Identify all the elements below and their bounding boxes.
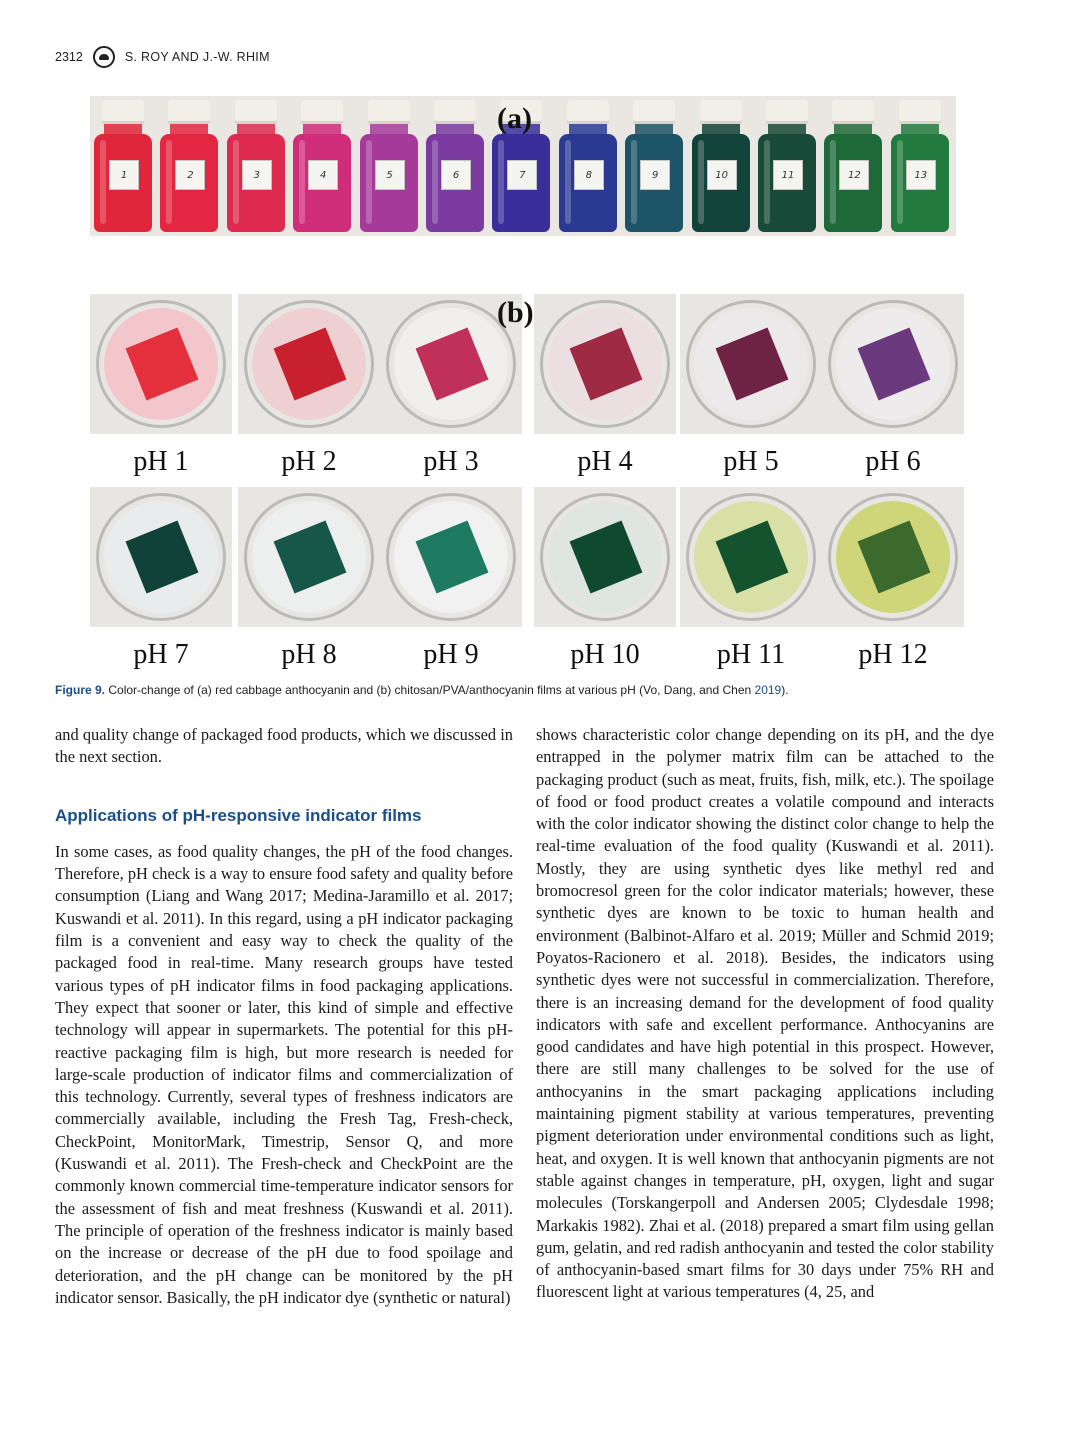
bottle-shine xyxy=(166,140,172,224)
bottle-12 xyxy=(824,100,882,232)
bottle-3 xyxy=(227,100,285,232)
petri-dish xyxy=(822,487,964,627)
bottle-label: 7 xyxy=(507,160,537,190)
bottle-cap xyxy=(235,100,277,124)
caption-text: Color-change of (a) red cabbage anthocyanin and (b) chitosan/PVA/anthocyanin films at various pH (Vo, Dang, and Chen xyxy=(108,683,755,697)
petri-dish xyxy=(534,487,676,627)
bottle-shine xyxy=(498,140,504,224)
bottle-shine xyxy=(366,140,372,224)
bottle-cap xyxy=(301,100,343,124)
right-body-paragraph: shows characteristic color change depending on its pH, and the dye entrapped in the polymer matrix film can be attached to the packaging product (such as meat, fruits, fish, milk, etc.). The spoilage of food or food product creates a volatile compound and interacts with the color indicator showing the distinct color change to help the real-time evaluation of the food quality (Kuswandi et al. 2011). Mostly, they are using synthetic dyes like methyl red and bromocresol green for the color indicator materials; however, these synthetic dyes are known to be toxic to human health and environment (Balbinot-Alfaro et al. 2019; Müller and Schmid 2019; Poyatos-Racionero et al. 2018). Besides, the indicators using synthetic dyes were not successful in commercialization. Therefore, there is an increasing demand for the development of food quality indicators with safe and excellent performance. Anthocyanins are good candidates and have high potential in this prospect. However, there are still many challenges to be solved for the use of anthocyanins in the smart packaging applications including maintaining pigment stability at various temperatures, preventing pigment deterioration under environmental conditions such as light, heat, and oxygen. It is well known that anthocyanin pigments are not stable against changes in temperature, pH, oxygen, light and sugar molecules (Torskangerpoll and Andersen 2005; Clydesdale 1998; Markakis 1982). Zhai et al. (2018) prepared a smart film using gellan gum, gelatin, and red radish anthocyanin and tested the color stability of anthocyanin-based smart films for 30 days under 75% RH and fluorescent light at various temperatures (4, 25, and xyxy=(536,725,994,1302)
figure-caption xyxy=(55,683,1030,697)
bottle-label: 4 xyxy=(308,160,338,190)
ph-label: pH 7 xyxy=(133,639,189,670)
bottle-shine xyxy=(233,140,239,224)
bottle-5 xyxy=(360,100,418,232)
bottle-10 xyxy=(692,100,750,232)
bottle-4 xyxy=(293,100,351,232)
bottle-cap xyxy=(766,100,808,124)
petri-dish xyxy=(90,294,232,434)
petri-dish xyxy=(90,487,232,627)
ph-label: pH 3 xyxy=(423,446,479,477)
bottle-cap xyxy=(832,100,874,124)
caption-end: ). xyxy=(781,683,789,697)
section-heading: Applications of pH-responsive indicator films xyxy=(55,805,422,825)
bottle-cap xyxy=(102,100,144,124)
ph-label: pH 6 xyxy=(865,446,921,477)
bottle-label: 1 xyxy=(109,160,139,190)
bottle-shine xyxy=(100,140,106,224)
bottle-13 xyxy=(891,100,949,232)
bottle-label: 12 xyxy=(839,160,869,190)
ph-label: pH 2 xyxy=(281,446,337,477)
bottle-shine xyxy=(432,140,438,224)
running-header xyxy=(55,44,270,70)
bottle-shine xyxy=(698,140,704,224)
petri-dish xyxy=(380,487,522,627)
petri-dish xyxy=(680,487,822,627)
petri-dish xyxy=(680,294,822,434)
ph-label: pH 11 xyxy=(716,639,786,670)
left-column xyxy=(55,724,513,1309)
page-number: 2312 xyxy=(55,50,83,64)
bottle-label: 8 xyxy=(574,160,604,190)
bottle-11 xyxy=(758,100,816,232)
bottle-cap xyxy=(633,100,675,124)
panel-b-label: (b) xyxy=(497,296,534,329)
left-intro-paragraph: and quality change of packaged food products, which we discussed in the next section. xyxy=(55,725,513,767)
bottle-shine xyxy=(299,140,305,224)
ph-label: pH 12 xyxy=(858,639,928,670)
ph-label: pH 8 xyxy=(281,639,337,670)
bottle-label: 2 xyxy=(175,160,205,190)
bottle-label: 11 xyxy=(773,160,803,190)
ph-label: pH 10 xyxy=(570,639,640,670)
bottle-shine xyxy=(631,140,637,224)
bottle-label: 13 xyxy=(906,160,936,190)
bottle-cap xyxy=(434,100,476,124)
bottle-8 xyxy=(559,100,617,232)
ph-label: pH 1 xyxy=(133,446,189,477)
bottle-6 xyxy=(426,100,484,232)
bottle-cap xyxy=(168,100,210,124)
bottle-label: 6 xyxy=(441,160,471,190)
right-column xyxy=(536,724,994,1304)
left-body-paragraph: In some cases, as food quality changes, the pH of the food changes. Therefore, pH check is a way to ensure food safety and quality before consumption (Liang and Wang 2017; Medina-Jaramillo et al. 2017; Kuswandi et al. 2011). In this regard, using a pH indicator packaging film is a convenient and easy way to check the quality of the packaged food in real-time. Many research groups have tested various types of pH indicator films in food packaging applications. They expect that sooner or later, this kind of simple and effective technology will appear in supermarkets. The potential for this pH-reactive packaging film is high, but more research is needed for large-scale production of indicator films and commercialization of this technology. Currently, several types of freshness indicators are commercially available, including the Fresh Tag, Fresh-check, CheckPoint, MonitorMark, Timestrip, Sensor Q, and more (Kuswandi et al. 2011). The Fresh-check and CheckPoint are the commonly known commercial time-temperature indicator sensors for the assessment of fish and meat freshness (Kuswandi et al. 2011). The principle of operation of the freshness indicator is mainly based on the increase or decrease of the pH due to food spoilage and deterioration, and the pH change can be monitored by the pH indicator sensor. Basically, the pH indicator dye (synthetic or natural) xyxy=(55,841,513,1307)
bottle-label: 3 xyxy=(242,160,272,190)
petri-dish xyxy=(238,487,380,627)
bottle-cap xyxy=(368,100,410,124)
bottle-shine xyxy=(897,140,903,224)
bottle-1 xyxy=(94,100,152,232)
bottle-shine xyxy=(565,140,571,224)
petri-dish xyxy=(822,294,964,434)
bottle-9 xyxy=(625,100,683,232)
bottle-2 xyxy=(160,100,218,232)
ph-label: pH 4 xyxy=(577,446,633,477)
bottle-label: 10 xyxy=(707,160,737,190)
bottle-shine xyxy=(764,140,770,224)
bottle-label: 9 xyxy=(640,160,670,190)
ph-label: pH 5 xyxy=(723,446,779,477)
ph-label: pH 9 xyxy=(423,639,479,670)
bottle-cap xyxy=(700,100,742,124)
running-authors: S. ROY AND J.-W. RHIM xyxy=(124,50,270,64)
figure-panel-b xyxy=(90,292,956,672)
caption-citation-year[interactable]: 2019 xyxy=(754,683,782,697)
petri-dish xyxy=(238,294,380,434)
bottle-cap xyxy=(567,100,609,124)
petri-dish xyxy=(534,294,676,434)
bottle-cap xyxy=(899,100,941,124)
publisher-logo-icon xyxy=(93,46,115,68)
bottle-shine xyxy=(830,140,836,224)
panel-a-label: (a) xyxy=(497,102,532,135)
figure-number: Figure 9. xyxy=(55,683,106,697)
bottle-label: 5 xyxy=(375,160,405,190)
